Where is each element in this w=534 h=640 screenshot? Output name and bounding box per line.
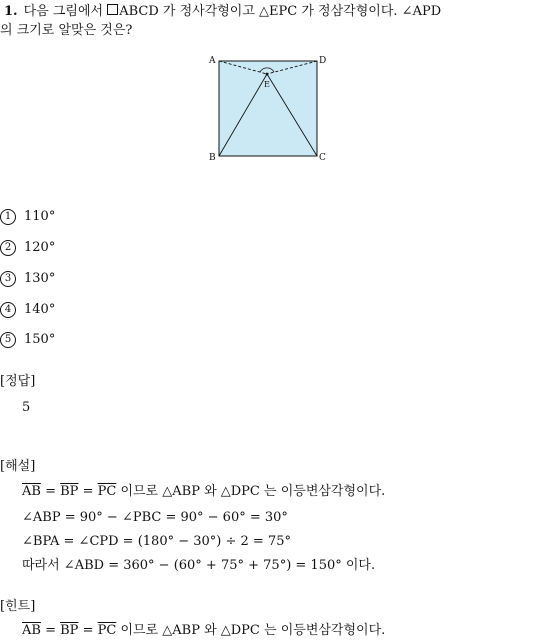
hint-text: 이므로 △ABP 와 △DPC 는 이등변삼각형이다. xyxy=(116,623,386,638)
segment-bp: $\overline{BP}$ xyxy=(60,623,79,638)
explanation-line-2: ∠ABP = 90° − ∠PBC = 90° − 60° = 30° xyxy=(22,510,288,525)
option-marker: 2 xyxy=(0,240,16,256)
equals: = xyxy=(40,484,61,499)
option-marker: 3 xyxy=(0,271,16,287)
label-c: C xyxy=(319,153,326,163)
hint-line-1 xyxy=(22,622,385,640)
explanation-line-4: 따라서 ∠ABD = 360° − (60° + 75° + 75°) = 150° 이다. xyxy=(22,558,376,573)
equals: = xyxy=(40,623,61,638)
explanation-line-1 xyxy=(22,483,385,501)
question-text-b: ABCD 가 정사각형이고 △EPC 가 정삼각형이다. ∠APD xyxy=(119,4,442,19)
segment-bp: $\overline{BP}$ xyxy=(60,484,79,499)
option-1[interactable] xyxy=(0,208,55,226)
geometry-figure xyxy=(200,50,340,170)
label-a: A xyxy=(209,56,216,66)
option-marker: 1 xyxy=(0,209,16,225)
segment-pc: $\overline{PC}$ xyxy=(97,484,117,499)
explanation-line-3: ∠BPA = ∠CPD = (180° − 30°) ÷ 2 = 75° xyxy=(22,534,291,549)
answer-header: [정답] xyxy=(0,374,36,389)
point-p xyxy=(266,73,269,76)
option-text: 150° xyxy=(24,332,56,347)
question-number: 1. xyxy=(4,4,18,19)
square-symbol-icon xyxy=(107,4,118,15)
option-text: 120° xyxy=(24,240,56,255)
segment-ab: $\overline{AB}$ xyxy=(22,484,41,499)
question-text-a: 다음 그림에서 xyxy=(23,4,108,19)
label-d: D xyxy=(319,56,327,66)
question-line-1 xyxy=(4,3,441,21)
label-b: B xyxy=(209,153,216,163)
explanation-text: 이므로 △ABP 와 △DPC 는 이등변삼각형이다. xyxy=(116,484,386,499)
option-4[interactable] xyxy=(0,301,55,319)
option-text: 110° xyxy=(24,209,56,224)
hint-header: [힌트] xyxy=(0,599,36,614)
segment-ab: $\overline{AB}$ xyxy=(22,623,41,638)
explanation-header: [해설] xyxy=(0,459,36,474)
option-5[interactable] xyxy=(0,331,55,349)
segment-pc: $\overline{PC}$ xyxy=(97,623,117,638)
equals: = xyxy=(78,484,98,499)
label-e: E xyxy=(264,80,270,89)
answer-value: 5 xyxy=(22,400,31,415)
option-marker: 5 xyxy=(0,332,16,348)
option-text: 130° xyxy=(24,271,56,286)
question-line-2: 의 크기로 알맞은 것은? xyxy=(0,23,133,38)
option-marker: 4 xyxy=(0,302,16,318)
option-3[interactable] xyxy=(0,270,55,288)
option-text: 140° xyxy=(24,302,56,317)
equals: = xyxy=(78,623,98,638)
option-2[interactable] xyxy=(0,239,55,257)
